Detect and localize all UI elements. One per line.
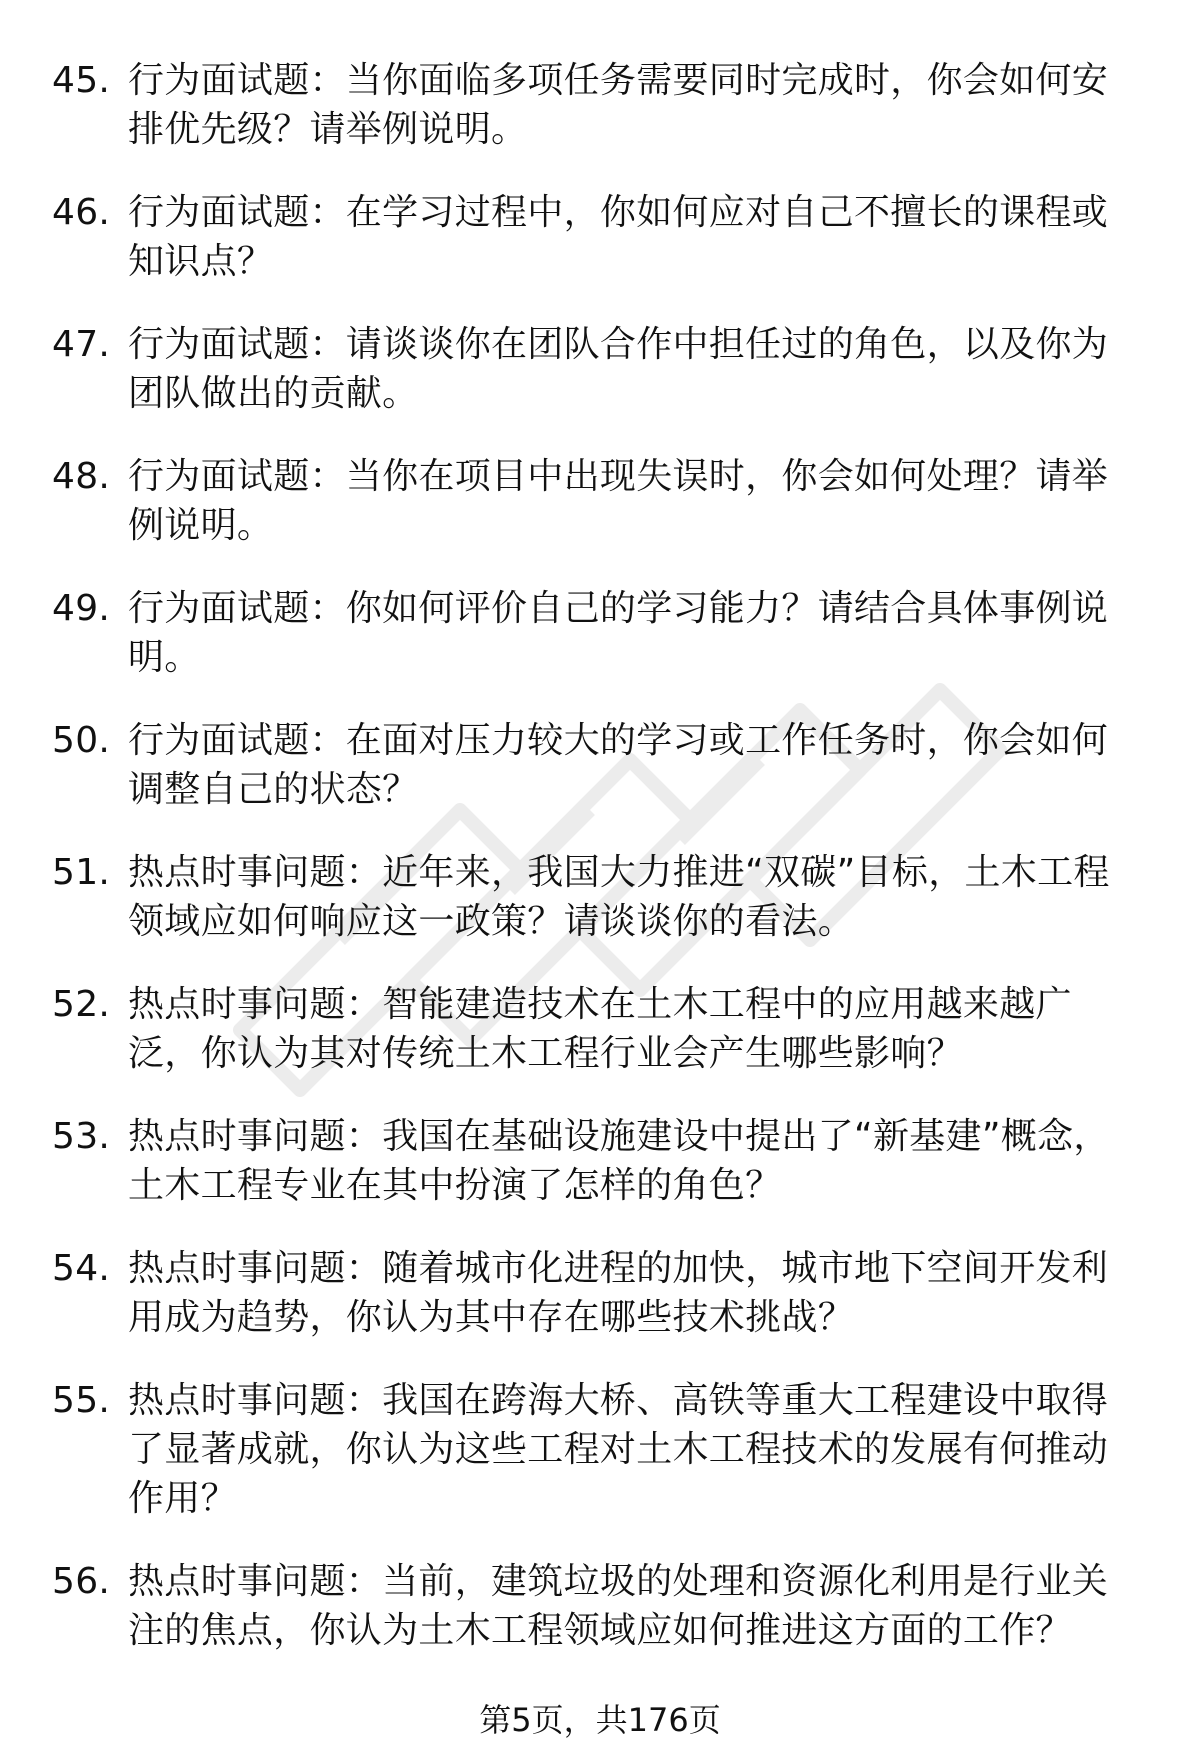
question-number: 49. <box>52 588 111 629</box>
page-number-label: 第5页，共176页 <box>479 1701 721 1739</box>
question-list <box>0 56 1200 1689</box>
question-text: 行为面试题：你如何评价自己的学习能力？请结合具体事例说明。 <box>128 588 1109 678</box>
question-item <box>0 452 1200 550</box>
question-number: 47. <box>52 324 111 365</box>
question-item <box>0 1112 1200 1210</box>
question-text: 行为面试题：在学习过程中，你如何应对自己不擅长的课程或知识点？ <box>128 192 1109 282</box>
question-number: 48. <box>52 456 111 497</box>
question-text: 热点时事问题：智能建造技术在土木工程中的应用越来越广泛，你认为其对传统土木工程行业会产生哪些影响？ <box>128 984 1072 1074</box>
question-number: 54. <box>52 1248 111 1289</box>
question-item <box>0 1376 1200 1523</box>
question-text: 热点时事问题：我国在跨海大桥、高铁等重大工程建设中取得了显著成就，你认为这些工程对土木工程技术的发展有何推动作用？ <box>128 1380 1109 1519</box>
question-number: 55. <box>52 1380 111 1421</box>
question-text: 热点时事问题：近年来，我国大力推进“双碳”目标，土木工程领域应如何响应这一政策？请谈谈你的看法。 <box>128 852 1110 942</box>
question-item <box>0 188 1200 286</box>
question-item <box>0 320 1200 418</box>
question-item <box>0 1244 1200 1342</box>
question-item <box>0 1557 1200 1655</box>
question-number: 46. <box>52 192 111 233</box>
question-number: 45. <box>52 60 111 101</box>
question-text: 热点时事问题：我国在基础设施建设中提出了“新基建”概念，土木工程专业在其中扮演了怎样的角色？ <box>128 1116 1110 1206</box>
question-number: 53. <box>52 1116 111 1157</box>
question-text: 热点时事问题：当前，建筑垃圾的处理和资源化利用是行业关注的焦点，你认为土木工程领域应如何推进这方面的工作？ <box>128 1561 1109 1651</box>
question-item <box>0 980 1200 1078</box>
question-item <box>0 716 1200 814</box>
question-number: 56. <box>52 1561 111 1602</box>
question-text: 行为面试题：请谈谈你在团队合作中担任过的角色，以及你为团队做出的贡献。 <box>128 324 1109 414</box>
question-item <box>0 584 1200 682</box>
question-text: 热点时事问题：随着城市化进程的加快，城市地下空间开发利用成为趋势，你认为其中存在哪些技术挑战？ <box>128 1248 1109 1338</box>
page-footer <box>0 1700 1200 1740</box>
question-number: 51. <box>52 852 111 893</box>
question-number: 50. <box>52 720 111 761</box>
question-item <box>0 848 1200 946</box>
question-text: 行为面试题：在面对压力较大的学习或工作任务时，你会如何调整自己的状态？ <box>128 720 1109 810</box>
question-text: 行为面试题：当你面临多项任务需要同时完成时，你会如何安排优先级？请举例说明。 <box>128 60 1109 150</box>
question-number: 52. <box>52 984 111 1025</box>
question-text: 行为面试题：当你在项目中出现失误时，你会如何处理？请举例说明。 <box>128 456 1109 546</box>
question-item <box>0 56 1200 154</box>
